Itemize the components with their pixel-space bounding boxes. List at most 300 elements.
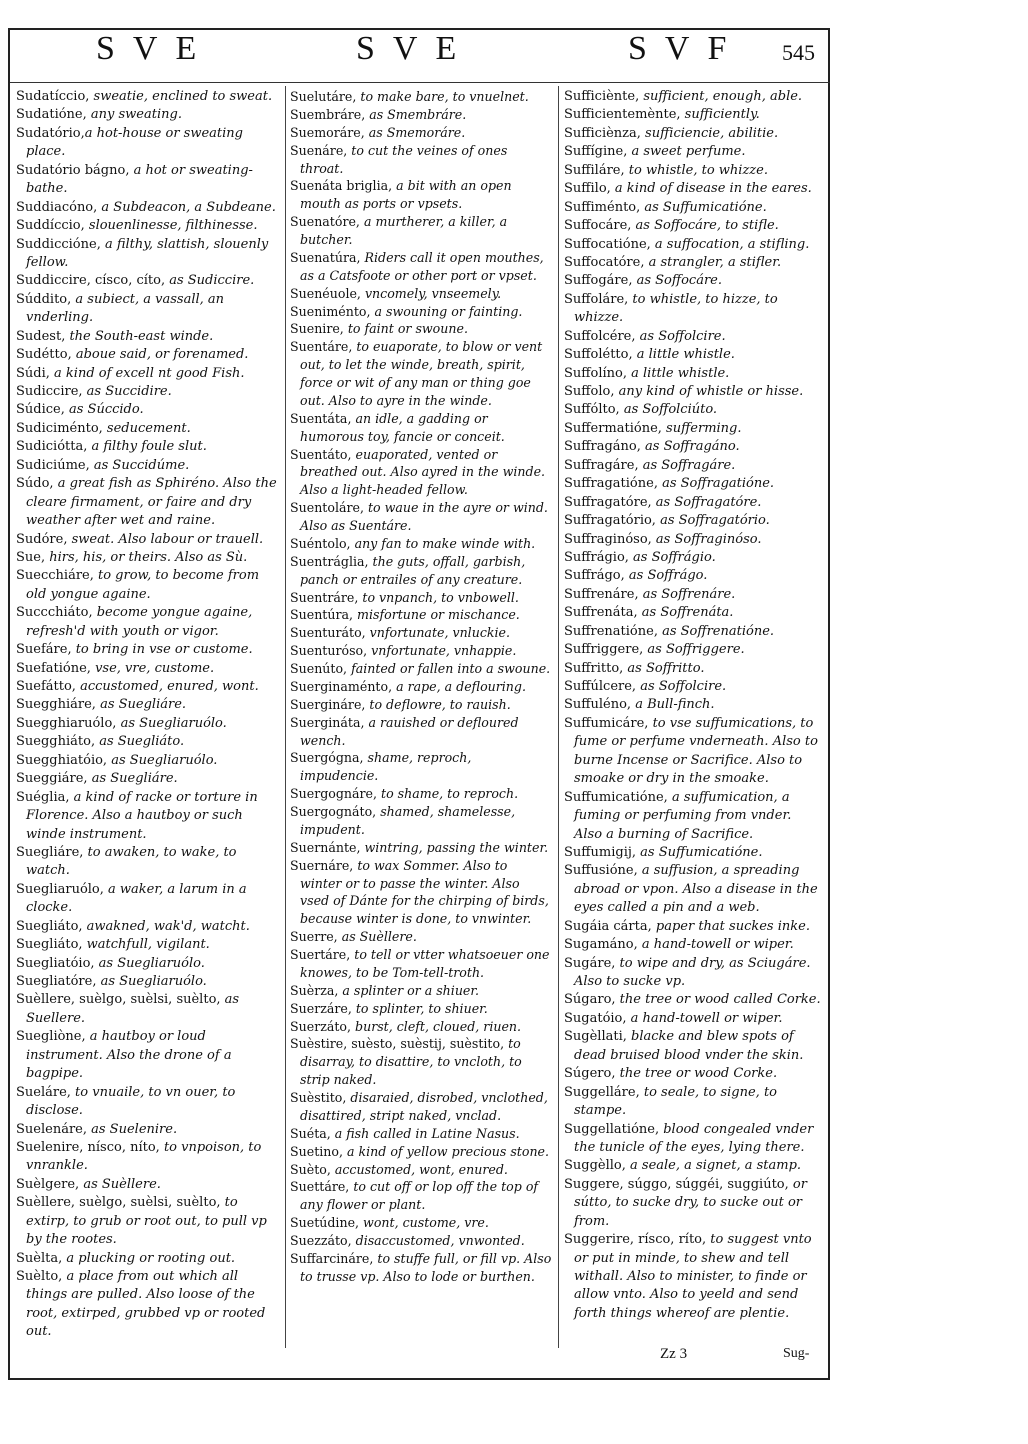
dictionary-entry: [290, 499, 552, 535]
definition: a plucking or rooting out.: [62, 1250, 236, 1266]
definition: as Soffrágio.: [628, 549, 716, 565]
headword: Suentráre,: [290, 589, 359, 605]
definition: sufferming.: [661, 420, 742, 436]
dictionary-entry: [16, 1084, 278, 1121]
definition: a place from out which all things are pulled. Also loose of the root, extirped, grubbed vp or rooted out.: [26, 1269, 266, 1340]
dictionary-entry: [16, 420, 278, 438]
dictionary-entry: [290, 714, 552, 750]
dictionary-entry: [564, 1065, 822, 1083]
definition: to vse suffumications, to fume or perfume vnderneath. Also to burne Incense or Sacrifice. Also to smoake or dry in the smoake.: [574, 715, 818, 787]
definition: a waker, a larum in a clocke.: [26, 881, 247, 916]
headword: Suenáre,: [290, 142, 348, 158]
headword: Sudiccire,: [16, 384, 83, 399]
definition: as Suegliaruólo.: [107, 752, 218, 768]
definition: as Suegliaruólo.: [94, 955, 205, 971]
definition: as Suellere.: [26, 992, 240, 1026]
definition: a Bull-finch.: [631, 697, 715, 713]
definition: a kind of racke or torture in Florence. Also a hautboy or such winde instrument.: [26, 789, 258, 842]
definition: aboue said, or forenamed.: [71, 347, 249, 363]
dictionary-entry: [290, 106, 552, 124]
dictionary-entry: [290, 1232, 552, 1250]
dictionary-entry: [564, 844, 822, 862]
definition: to cut off or lop off the top of any flower or plant.: [300, 1179, 539, 1213]
dictionary-entry: [290, 553, 552, 589]
dictionary-entry: [564, 678, 822, 696]
headword: Suffogáre,: [564, 273, 633, 289]
definition: wont, custome, vre.: [359, 1215, 489, 1231]
headword: Suffólto,: [564, 402, 620, 418]
headword: Suffraginóso,: [564, 531, 652, 547]
dictionary-entry: [564, 567, 822, 585]
dictionary-entry: [290, 124, 552, 142]
definition: shame, reproch, impudencie.: [300, 750, 472, 784]
dictionary-entry: [564, 162, 822, 180]
dictionary-entry: [16, 383, 278, 401]
definition: to wipe and dry, as Sciugáre. Also to sucke vp.: [574, 955, 811, 989]
definition: euaporated, vented or breathed out. Also ayred in the winde. Also a light-headed fellow.: [300, 446, 546, 498]
definition: as Soffragatóre.: [651, 494, 762, 510]
definition: a filthy, slattish, slouenly fellow.: [26, 236, 269, 270]
dictionary-entry: [290, 1161, 552, 1179]
definition: as Soffrenáta.: [637, 605, 734, 621]
headword: Sudatíccio,: [16, 89, 90, 104]
dictionary-entry: [564, 272, 822, 290]
headword: Sugáre,: [564, 955, 616, 971]
headword: Suentáre,: [290, 339, 353, 355]
headword: Suetúdine,: [290, 1215, 360, 1231]
headword: Suffumicatióne,: [564, 789, 668, 805]
dictionary-entry: [564, 254, 822, 272]
dictionary-entry: [16, 991, 278, 1028]
definition: to vnpoison, to vnrankle.: [26, 1139, 262, 1174]
dictionary-entry: [290, 1035, 552, 1089]
dictionary-entry: [16, 328, 278, 346]
definition: a sweet perfume.: [627, 144, 746, 160]
dictionary-entry: [290, 303, 552, 321]
dictionary-entry: [290, 320, 552, 338]
dictionary-entry: [564, 623, 822, 641]
headword: Sugèllati,: [564, 1029, 627, 1045]
dictionary-entry: [16, 106, 278, 124]
definition: as Soffrenatióne.: [657, 623, 775, 639]
dictionary-entry: [16, 438, 278, 456]
headword: Suffrenatióne,: [564, 623, 658, 639]
definition: to extirp, to grub or root out, to pull vp by the rootes.: [26, 1195, 267, 1248]
dictionary-entry: [564, 991, 822, 1009]
definition: as Suèllere.: [337, 929, 417, 945]
dictionary-entry: [16, 1028, 278, 1083]
column-2: [290, 88, 552, 1286]
headword: Sudatório bágno,: [16, 162, 130, 178]
definition: a bit with an open mouth as ports or vpsets.: [300, 178, 512, 212]
dictionary-entry: [16, 291, 278, 328]
dictionary-entry: [290, 785, 552, 803]
headword: Suezzáto,: [290, 1233, 352, 1248]
headword: Suèto,: [290, 1161, 331, 1177]
dictionary-entry: [16, 660, 278, 678]
dictionary-entry: [16, 844, 278, 881]
headword: Sugatóio,: [564, 1010, 627, 1026]
definition: as Suegliaruólo.: [96, 974, 207, 989]
headword: Suergináre,: [290, 696, 366, 712]
dictionary-entry: [16, 88, 278, 106]
definition: misfortune or mischance.: [353, 607, 520, 623]
headword: Suffrágo,: [564, 568, 625, 584]
definition: a kind of yellow precious stone.: [342, 1143, 550, 1159]
headword: Suffumicáre,: [564, 715, 649, 731]
headword: Suddíccio,: [16, 218, 85, 234]
headword: Suffolo,: [564, 384, 615, 399]
definition: sweat. Also labour or trauell.: [67, 531, 264, 547]
running-head-center: SVE: [356, 30, 475, 67]
dictionary-entry: [16, 125, 278, 162]
headword: Súddito,: [16, 291, 72, 307]
definition: as Suegliáre.: [87, 771, 178, 787]
dictionary-entry: [290, 857, 552, 929]
definition: blacke and blew spots of dead bruised blood vnder the skin.: [574, 1029, 804, 1063]
dictionary-entry: [564, 217, 822, 235]
definition: a subiect, a vassall, an vnderling.: [26, 291, 225, 326]
headword: Sudiciménto,: [16, 420, 103, 436]
definition: become yongue againe, refresh'd with youth or vigor.: [26, 605, 253, 639]
dictionary-entry: [290, 803, 552, 839]
dictionary-entry: [290, 249, 552, 285]
headword: Suenturóso,: [290, 643, 368, 659]
headword: Suèlta,: [16, 1250, 63, 1266]
dictionary-entry: [564, 1121, 822, 1158]
headword: Suffarcináre,: [290, 1250, 374, 1266]
definition: as Suelenire.: [87, 1121, 178, 1137]
definition: to bring in vse or custome.: [71, 642, 253, 658]
headword: Súdi,: [16, 365, 50, 381]
headword: Suemoráre,: [290, 124, 365, 140]
catchword: Sug-: [783, 1346, 810, 1361]
headword: Suèrza,: [290, 982, 339, 998]
definition: as Soffragáno.: [640, 439, 740, 455]
dictionary-entry: [564, 549, 822, 567]
headword: Suffrágio,: [564, 549, 629, 565]
dictionary-entry: [564, 660, 822, 678]
headword: Sufficientemènte,: [564, 107, 681, 123]
definition: as Suffumicatióne.: [636, 844, 763, 860]
headword: Súdice,: [16, 402, 65, 418]
definition: to tell or vtter whatsoeuer one knowes, to be Tom-tell-troth.: [300, 947, 550, 980]
dictionary-entry: [16, 678, 278, 696]
headword: Sudatióne,: [16, 107, 87, 123]
definition: hirs, his, or theirs. Also as Sù.: [45, 549, 248, 565]
dictionary-entry: [290, 1125, 552, 1143]
definition: as Succidire.: [82, 384, 172, 399]
dictionary-entry: [16, 346, 278, 364]
dictionary-entry: [290, 285, 552, 303]
definition: an idle, a gadding or humorous toy, fancie or conceit.: [300, 410, 505, 444]
headword: Suentúra,: [290, 607, 354, 623]
definition: to whistle, to hizze, to whizze.: [574, 291, 778, 326]
definition: any sweating.: [86, 107, 182, 123]
definition: disaccustomed, vnwonted.: [351, 1233, 525, 1248]
definition: as Succidúme.: [89, 457, 190, 473]
headword: Suegliáto,: [16, 918, 83, 934]
headword: Suèlto,: [16, 1269, 63, 1284]
dictionary-entry: [290, 678, 552, 696]
definition: as Soffritto.: [623, 660, 705, 676]
dictionary-entry: [16, 531, 278, 549]
definition: a kind of excell nt good Fish.: [49, 365, 245, 381]
headword: Suetino,: [290, 1143, 343, 1159]
headword: Suèllere, suèlgo, suèlsi, suèlto,: [16, 1195, 221, 1211]
dictionary-entry: [564, 365, 822, 383]
dictionary-entry: [564, 1028, 822, 1065]
definition: as Soffriggere.: [643, 642, 745, 658]
dictionary-entry: [564, 1010, 822, 1028]
headword: Suddiacóno,: [16, 199, 98, 215]
dictionary-entry: [16, 1194, 278, 1249]
headword: Suegliáre,: [16, 844, 84, 860]
definition: as Soffrenáre.: [638, 586, 736, 602]
definition: as Suèllere.: [79, 1176, 161, 1192]
headword: Suggelláre,: [564, 1084, 640, 1100]
definition: vnfortunate, vnhappie.: [367, 643, 517, 659]
dictionary-entry: [290, 606, 552, 624]
headword: Suegghiaruólo,: [16, 715, 117, 731]
dictionary-entry: [564, 401, 822, 419]
definition: accustomed, wont, enured.: [330, 1161, 508, 1177]
dictionary-entry: [16, 217, 278, 235]
left-border-rule: [8, 28, 10, 1380]
definition: any fan to make winde with.: [350, 535, 536, 551]
dictionary-entry: [564, 346, 822, 364]
definition: to shame, to reproch.: [377, 786, 519, 802]
dictionary-entry: [290, 1143, 552, 1161]
dictionary-entry: [564, 696, 822, 714]
dictionary-entry: [16, 236, 278, 273]
headword: Suffocáre,: [564, 218, 632, 234]
headword: Suerzáto,: [290, 1018, 352, 1034]
dictionary-entry: [290, 946, 552, 982]
headword: Suffrenáre,: [564, 586, 639, 602]
dictionary-entry: [16, 549, 278, 567]
definition: a seale, a signet, a stamp.: [625, 1158, 802, 1174]
dictionary-entry: [290, 1018, 552, 1036]
dictionary-entry: [290, 749, 552, 785]
headword: Suenúto,: [290, 661, 348, 676]
definition: as Súccido.: [64, 402, 144, 418]
dictionary-entry: [290, 696, 552, 714]
headword: Suenatúra,: [290, 249, 361, 265]
headword: Suffragáre,: [564, 457, 639, 473]
definition: as Soffragatióne.: [657, 476, 775, 492]
headword: Suffolíno,: [564, 365, 627, 381]
dictionary-entry: [16, 789, 278, 844]
dictionary-entry: [16, 715, 278, 733]
headword: Sufficiènte,: [564, 89, 640, 104]
dictionary-entry: [16, 401, 278, 419]
headword: Sugamáno,: [564, 937, 638, 953]
column-3: [564, 88, 822, 1323]
definition: vnfortunate, vnluckie.: [365, 625, 510, 641]
definition: a filthy foule slut.: [87, 439, 207, 455]
headword: Sudóre,: [16, 531, 68, 547]
definition: to vnuaile, to vn ouer, to disclose.: [26, 1084, 236, 1119]
headword: Suergognáre,: [290, 786, 378, 802]
headword: Suggerire, rísco, ríto,: [564, 1232, 707, 1248]
definition: accustomed, enured, wont.: [75, 679, 259, 694]
definition: a Subdeacon, a Subdeane.: [97, 199, 276, 215]
column-divider-2: [558, 86, 559, 1348]
dictionary-entry: [16, 272, 278, 290]
definition: the tree or wood Corke.: [615, 1066, 778, 1082]
dictionary-entry: [564, 383, 822, 401]
header-rule: [10, 82, 830, 83]
dictionary-entry: [564, 586, 822, 604]
headword: Suegliòne,: [16, 1029, 86, 1045]
headword: Suerre,: [290, 929, 338, 945]
definition: as Soffocáre, to stifle.: [631, 218, 779, 234]
definition: a suffumication, a fuming or perfuming from vnder. Also a burning of Sacrifice.: [574, 789, 792, 842]
dictionary-entry: [16, 365, 278, 383]
dictionary-entry: [290, 446, 552, 500]
dictionary-entry: [290, 928, 552, 946]
headword: Sudétto,: [16, 347, 72, 363]
definition: as Suegliáto.: [95, 734, 185, 750]
headword: Suelutáre,: [290, 89, 357, 104]
headword: Suffragatóre,: [564, 494, 652, 510]
headword: Suegghiatóio,: [16, 752, 108, 768]
dictionary-entry: [16, 1176, 278, 1194]
dictionary-entry: [290, 1214, 552, 1232]
dictionary-entry: [564, 291, 822, 328]
page-number: 545: [782, 40, 815, 65]
headword: Suffúlcere,: [564, 679, 637, 694]
headword: Suecchiáre,: [16, 568, 94, 584]
dictionary-entry: [564, 641, 822, 659]
headword: Suenatóre,: [290, 214, 360, 230]
dictionary-entry: [564, 420, 822, 438]
dictionary-entry: [564, 236, 822, 254]
definition: a splinter or a shiuer.: [338, 982, 480, 998]
definition: as Suegliaruólo.: [116, 715, 227, 731]
headword: Sudiciótta,: [16, 439, 88, 455]
definition: to cut the veines of ones throat.: [300, 142, 508, 176]
definition: as Soffragatório.: [655, 513, 770, 529]
dictionary-entry: [564, 918, 822, 936]
headword: Suffritto,: [564, 660, 624, 676]
headword: Sufficiènza,: [564, 125, 641, 141]
definition: vncomely, vnseemely.: [360, 285, 502, 301]
headword: Súgaro,: [564, 992, 616, 1008]
headword: Suenturáto,: [290, 625, 366, 641]
definition: to suggest vnto or put in minde, to shew and tell withall. Also to minister, to finde or allow vnto. Also to yeeld and send forth things whereof are plentie.: [574, 1232, 812, 1321]
headword: Suegghiáto,: [16, 734, 96, 750]
definition: sufficiently.: [680, 107, 760, 123]
headword: Suernánte,: [290, 839, 361, 855]
definition: blood congealed vnder the tunicle of the eyes, lying there.: [574, 1121, 814, 1155]
dictionary-entry: [290, 982, 552, 1000]
dictionary-entry: [290, 213, 552, 249]
definition: a kind of disease in the eares.: [610, 181, 812, 197]
definition: a strangler, a stifler.: [644, 254, 782, 270]
definition: as Soffragáre.: [638, 457, 736, 473]
headword: Suegliáto,: [16, 937, 83, 953]
headword: Suefatióne,: [16, 660, 91, 676]
headword: Suelenáre,: [16, 1121, 87, 1137]
dictionary-entry: [16, 457, 278, 475]
dictionary-entry: [290, 177, 552, 213]
dictionary-entry: [16, 1121, 278, 1139]
headword: Suèlgere,: [16, 1176, 80, 1192]
dictionary-entry: [564, 328, 822, 346]
headword: Suéglia,: [16, 789, 70, 805]
dictionary-entry: [564, 106, 822, 124]
definition: as Smembráre.: [365, 106, 467, 122]
headword: Suentráglia,: [290, 553, 369, 569]
dictionary-entry: [564, 955, 822, 992]
definition: to euaporate, to blow or vent out, to let the winde, breath, spirit, force or wit of any man or thing goe out. Also to ayre in the winde.: [300, 339, 543, 408]
headword: Sue,: [16, 549, 46, 565]
definition: the tree or wood called Corke.: [615, 992, 821, 1008]
definition: a murtherer, a killer, a butcher.: [300, 214, 508, 247]
dictionary-entry: [290, 1000, 552, 1018]
dictionary-entry: [564, 457, 822, 475]
headword: Suffumigij,: [564, 844, 637, 860]
definition: sufficiencie, abilitie.: [640, 125, 779, 141]
headword: Suffocatóre,: [564, 254, 645, 270]
headword: Suéta,: [290, 1125, 331, 1141]
definition: awakned, wak'd, watcht.: [82, 918, 250, 934]
dictionary-entry: [290, 660, 552, 678]
definition: a suffocation, a stifling.: [650, 236, 810, 252]
dictionary-entry: [564, 475, 822, 493]
definition: any kind of whistle or hisse.: [614, 384, 804, 399]
headword: Suergógna,: [290, 750, 364, 766]
dictionary-entry: [16, 881, 278, 918]
headword: Suffrenáta,: [564, 605, 638, 621]
dictionary-entry: [290, 589, 552, 607]
right-border-rule: [828, 28, 830, 1380]
headword: Suerginaménto,: [290, 678, 393, 694]
headword: Suelenire, nísco, níto,: [16, 1139, 160, 1155]
dictionary-entry: [564, 125, 822, 143]
dictionary-entry: [290, 88, 552, 106]
definition: to vnpanch, to vnbowell.: [358, 589, 519, 605]
dictionary-entry: [16, 567, 278, 604]
dictionary-entry: [564, 180, 822, 198]
definition: as Suffumicatióne.: [640, 199, 767, 215]
headword: Suertáre,: [290, 947, 351, 962]
definition: to disarray, to disattire, to vncloth, to strip naked.: [300, 1036, 522, 1088]
definition: wintring, passing the winter.: [360, 839, 549, 855]
column-divider-1: [285, 86, 286, 1348]
dictionary-entry: [290, 338, 552, 410]
dictionary-entry: [564, 88, 822, 106]
headword: Suefátto,: [16, 679, 76, 694]
definition: to whistle, to whizze.: [624, 162, 768, 178]
headword: Suettáre,: [290, 1179, 350, 1195]
column-1: [16, 88, 278, 1342]
headword: Suèllere, suèlgo, suèlsi, suèlto,: [16, 992, 221, 1008]
headword: Suffiláre,: [564, 162, 625, 178]
definition: a hand-towell or wiper.: [626, 1010, 783, 1026]
definition: disaraied, disrobed, vnclothed, disattired, stript naked, vnclad.: [300, 1090, 548, 1123]
definition: a hautboy or loud instrument. Also the drone of a bagpipe.: [26, 1029, 232, 1082]
dictionary-entry: [290, 1178, 552, 1214]
headword: Sudiciúme,: [16, 457, 90, 473]
headword: Suffolétto,: [564, 347, 633, 363]
dictionary-entry: [564, 715, 822, 789]
headword: Suéntolo,: [290, 535, 351, 551]
headword: Suffragatióne,: [564, 476, 658, 492]
definition: as Soffolcire.: [635, 328, 726, 344]
